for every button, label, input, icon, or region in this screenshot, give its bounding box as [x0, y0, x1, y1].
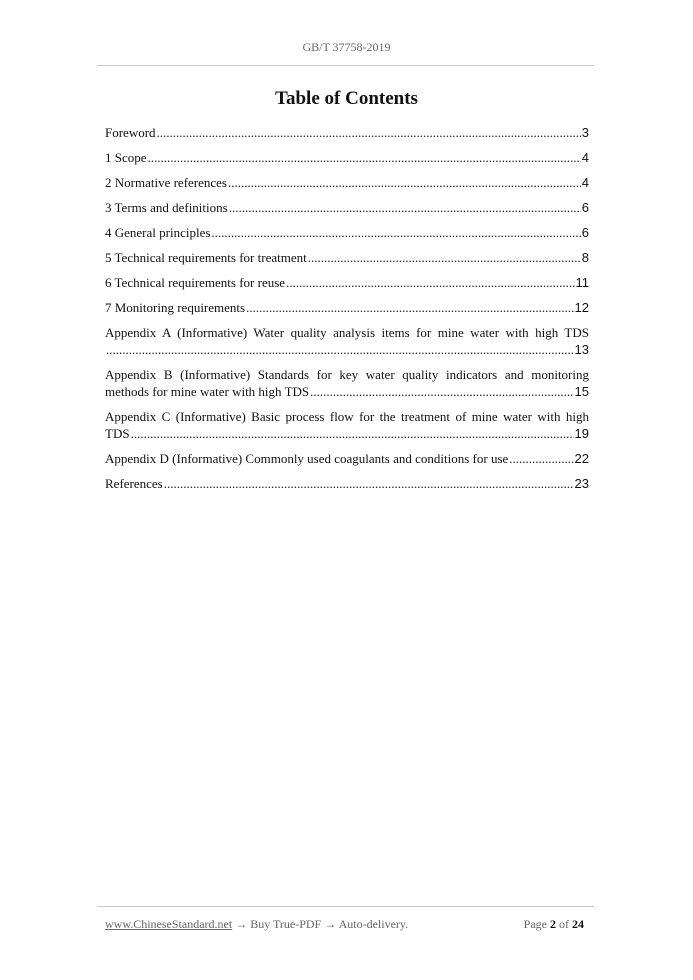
toc-entry-appendix-d[interactable] — [105, 450, 589, 467]
toc-page-number: 3 — [581, 125, 589, 140]
toc-leader-dots — [131, 425, 574, 442]
toc-entry-label: Appendix B (Informative) Standards for key water quality indicators and monitoring — [105, 367, 589, 382]
current-page-number: 2 — [550, 917, 556, 931]
toc-entry-label: 3 Terms and definitions — [105, 200, 228, 215]
toc-entry-appendix-a[interactable] — [105, 324, 589, 358]
toc-leader-dots — [509, 450, 573, 467]
toc-leader-dots — [308, 249, 581, 266]
toc-leader-dots — [164, 475, 574, 492]
website-link[interactable]: www.ChineseStandard.net — [105, 917, 233, 931]
toc-leader-dots — [310, 383, 573, 400]
auto-delivery-text: Auto-delivery. — [338, 917, 409, 931]
toc-entry-label: 5 Technical requirements for treatment — [105, 250, 307, 265]
toc-page-number: 6 — [581, 200, 589, 215]
toc-entry-general-principles[interactable] — [105, 224, 589, 241]
page-indicator — [524, 917, 584, 932]
toc-entry-label: 6 Technical requirements for reuse — [105, 275, 286, 290]
toc-entry-treatment-requirements[interactable] — [105, 249, 589, 266]
page-label: Page — [523, 917, 547, 931]
toc-page-number: 15 — [574, 384, 589, 399]
footer-links — [105, 917, 408, 932]
buy-true-pdf-link[interactable]: Buy True-PDF — [250, 917, 322, 931]
toc-entry-label-continued: methods for mine water with high TDS — [105, 384, 310, 399]
toc-entry-label: Foreword — [105, 125, 156, 140]
toc-leader-dots — [157, 124, 581, 141]
toc-entry-label-continued: TDS — [105, 426, 130, 441]
toc-page-number: 8 — [581, 250, 589, 265]
toc-entry-label: References — [105, 476, 163, 491]
total-pages-number: 24 — [572, 917, 584, 931]
toc-entry-label: 1 Scope — [105, 150, 147, 165]
footer-divider — [97, 906, 594, 907]
toc-leader-dots — [246, 299, 573, 316]
toc-leader-dots — [106, 341, 574, 358]
page-of-label: of — [559, 917, 569, 931]
toc-entry-monitoring-requirements[interactable] — [105, 299, 589, 316]
right-arrow-icon: → — [324, 917, 337, 931]
toc-leader-dots — [286, 274, 574, 291]
toc-entry-label: Appendix D (Informative) Commonly used coagulants and conditions for use — [105, 451, 509, 466]
toc-entry-foreword[interactable] — [105, 124, 589, 141]
toc-leader-dots — [211, 224, 580, 241]
toc-page-number: 19 — [574, 426, 589, 441]
toc-entry-reuse-requirements[interactable] — [105, 274, 589, 291]
right-arrow-icon: → — [235, 917, 248, 931]
page-title: Table of Contents — [275, 88, 418, 109]
toc-page-number: 4 — [581, 150, 589, 165]
document-id-header: GB/T 37758-2019 — [302, 40, 391, 54]
toc-leader-dots — [229, 199, 581, 216]
header-divider — [97, 65, 594, 66]
toc-entry-scope[interactable] — [105, 149, 589, 166]
toc-entry-label: 4 General principles — [105, 225, 211, 240]
toc-entry-label: Appendix C (Informative) Basic process flow for the treatment of mine water with high — [105, 409, 589, 424]
toc-page-number: 4 — [581, 175, 589, 190]
toc-entry-label: Appendix A (Informative) Water quality analysis items for mine water with high TDS — [105, 325, 589, 340]
toc-entry-normative-references[interactable] — [105, 174, 589, 191]
toc-page-number: 23 — [574, 476, 589, 491]
table-of-contents — [105, 124, 589, 500]
toc-page-number: 13 — [574, 342, 589, 357]
toc-entry-appendix-c[interactable] — [105, 408, 589, 442]
toc-page-number: 12 — [574, 300, 589, 315]
toc-page-number: 22 — [574, 451, 589, 466]
toc-entry-label: 2 Normative references — [105, 175, 227, 190]
toc-entry-label: 7 Monitoring requirements — [105, 300, 246, 315]
toc-page-number: 6 — [581, 225, 589, 240]
toc-leader-dots — [148, 149, 581, 166]
toc-entry-appendix-b[interactable] — [105, 366, 589, 400]
toc-entry-references[interactable] — [105, 475, 589, 492]
toc-entry-terms-definitions[interactable] — [105, 199, 589, 216]
toc-leader-dots — [228, 174, 581, 191]
toc-page-number: 11 — [575, 275, 589, 290]
